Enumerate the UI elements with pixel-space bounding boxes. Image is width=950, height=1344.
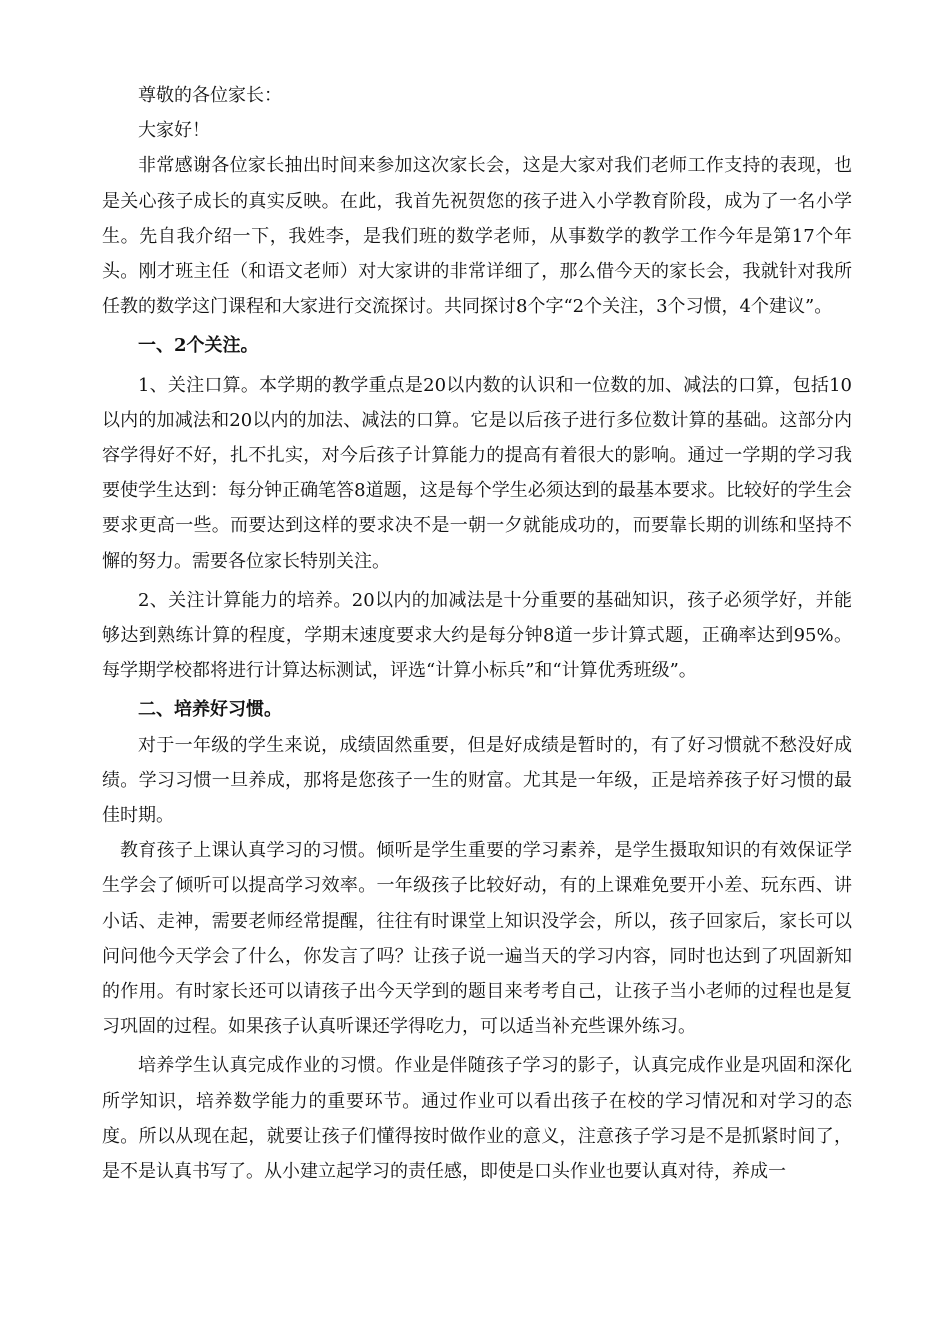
intro-paragraph: 非常感谢各位家长抽出时间来参加这次家长会，这是大家对我们老师工作支持的表现，也是关心孩子成长的真实反映。在此，我首先祝贺您的孩子进入小学教育阶段，成为了一名小学生。先自我介绍一下，我姓李，是我们班的数学老师，从事数学的教学工作今年是第17个年头。刚才班主任（和语文老师）对大家讲的非常详细了，那么借今天的家长会，我就针对我所任教的数学这门课程和大家进行交流探讨。共同探讨8个字“2个关注，3个习惯，4个建议”。	[102, 155, 852, 318]
salutation: 尊敬的各位家长：	[138, 85, 282, 106]
paragraph-oral-calculation: 1、关注口算。本学期的教学重点是20以内数的认识和一位数的加、减法的口算，包括10以内的加减法和20以内的加法、减法的口算。它是以后孩子进行多位数计算的基础。这部分内容学得好不好，扎不扎实，对今后孩子计算能力的提高有着很大的影响。通过一学期的学习我要使学生达到：每分钟正确笔答8道题，这是每个学生必须达到的最基本要求。比较好的学生会要求更高一些。而要达到这样的要求决不是一朝一夕就能成功的，而要靠长期的训练和坚持不懈的努力。需要各位家长特别关注。	[102, 374, 852, 572]
section-heading-1: 一、2个关注。	[138, 335, 259, 357]
greeting: 大家好！	[138, 120, 210, 142]
paragraph-calculation-ability: 2、关注计算能力的培养。20以内的加减法是十分重要的基础知识，孩子必须学好，并能够达到熟练计算的程度，学期末速度要求大约是每分钟8道一步计算式题，正确率达到95%。每学期学校都将进行计算达标测试，评选“计算小标兵”和“计算优秀班级”。	[102, 589, 852, 682]
paragraph-homework-habit: 培养学生认真完成作业的习惯。作业是伴随孩子学习的影子，认真完成作业是巩固和深化所学知识，培养数学能力的重要环节。通过作业可以看出孩子在校的学习情况和对学习的态度。所以从现在起，就要让孩子们懂得按时做作业的意义，注意孩子学习是不是抓紧时间了，是不是认真书写了。从小建立起学习的责任感，即使是口头作业也要认真对待，养成一	[102, 1055, 852, 1183]
section-heading-2: 二、培养好习惯。	[138, 699, 282, 721]
paragraph-listening-habit: 教育孩子上课认真学习的习惯。倾听是学生重要的学习素养，是学生摄取知识的有效保证学生学会了倾听可以提高学习效率。一年级孩子比较好动，有的上课难免要开小差、玩东西、讲小话、走神，需要老师经常提醒，往往有时课堂上知识没学会，所以，孩子回家后，家长可以问问他今天学会了什么，你发言了吗？让孩子说一遍当天的学习内容，同时也达到了巩固新知的作用。有时家长还可以请孩子出今天学到的题目来考考自己，让孩子当小老师的过程也是复习巩固的过程。如果孩子认真听课还学得吃力，可以适当补充些课外练习。	[102, 840, 852, 1038]
paragraph-good-habits: 对于一年级的学生来说，成绩固然重要，但是好成绩是暂时的，有了好习惯就不愁没好成绩。学习习惯一旦养成，那将是您孩子一生的财富。尤其是一年级，正是培养孩子好习惯的最佳时期。	[102, 734, 852, 827]
